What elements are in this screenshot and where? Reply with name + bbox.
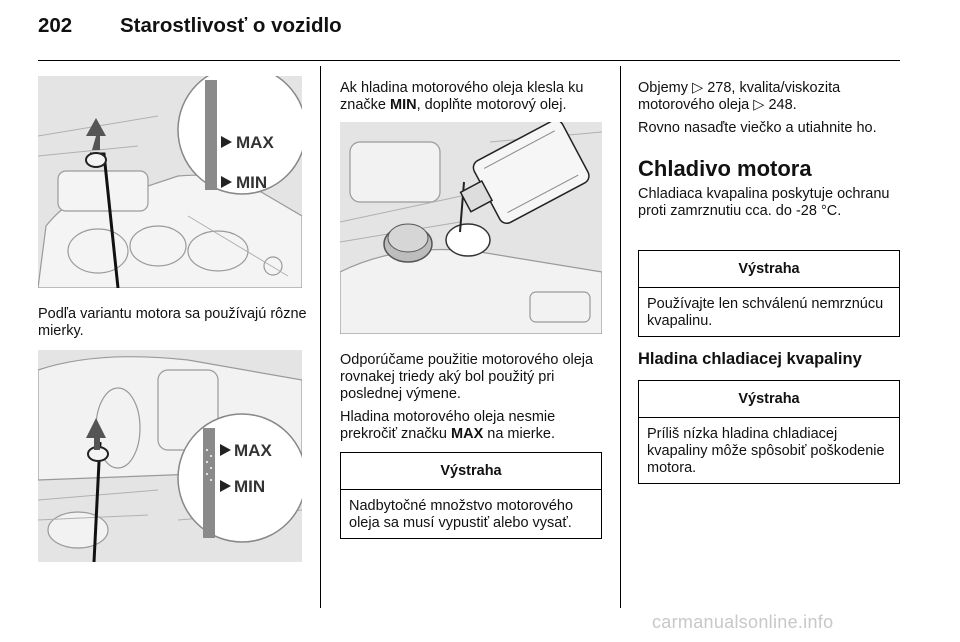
oil-max-paragraph: Hladina motorového oleja nesmie prekročiť značku MAX na mierke. <box>340 409 556 442</box>
page-ref-viscosity[interactable]: 248 <box>768 97 793 113</box>
page-title: Starostlivosť o vozidlo <box>120 14 342 37</box>
watermark: carmanualsonline.info <box>652 612 834 632</box>
coolant-level-warning-box <box>638 380 900 484</box>
coolant-warning-box <box>638 250 900 337</box>
warning-body: Používajte len schválenú nemrznúcu kvapalinu. <box>647 296 884 329</box>
col3-text-block <box>638 80 908 143</box>
page-header <box>38 14 342 38</box>
dipstick-illustration-1 <box>38 76 302 288</box>
dipstick-caption: Podľa variantu motora sa používajú rôzne mierky. <box>38 306 307 339</box>
max-mark: MAX <box>451 426 484 442</box>
min-mark: MIN <box>389 97 417 113</box>
coolant-heading: Chladivo motora <box>638 156 812 181</box>
reference-arrow-icon: ▷ <box>753 97 765 113</box>
oil-text-block <box>340 352 610 449</box>
warning-title: Výstraha <box>639 251 899 288</box>
page-ref-capacity[interactable]: 278 <box>707 80 732 96</box>
volumes-paragraph: Objemy ▷ 278, kvalita/viskozita motorového oleja ▷ 248. <box>638 80 841 113</box>
coolant-level-subheading: Hladina chladiacej kvapaliny <box>638 350 862 368</box>
warning-body: Nadbytočné množstvo motorového oleja sa musí vypustiť alebo vysať. <box>349 498 574 531</box>
fig2-max-label: MAX <box>234 441 272 460</box>
warning-title: Výstraha <box>341 453 601 490</box>
oil-refill-illustration <box>340 122 602 334</box>
fig2-min-label: MIN <box>234 477 266 496</box>
cap-paragraph: Rovno nasaďte viečko a utiahnite ho. <box>638 120 877 136</box>
reference-arrow-icon: ▷ <box>692 80 704 96</box>
column-divider-2 <box>620 66 621 608</box>
dipstick-illustration-2 <box>38 350 302 562</box>
oil-refill-intro: Ak hladina motorového oleja klesla ku značke MIN, doplňte motorový olej. <box>340 80 584 113</box>
warning-body: Príliš nízka hladina chladiacej kvapaliny môže spôsobiť poškodenie motora. <box>647 426 885 476</box>
oil-warning-box <box>340 452 602 539</box>
oil-grade-paragraph: Odporúčame použitie motorového oleja rovnakej triedy aký bol použitý pri poslednej výmene. <box>340 352 594 402</box>
coolant-paragraph: Chladiaca kvapalina poskytuje ochranu proti zamrznutiu cca. do -28 °C. <box>638 186 890 219</box>
header-rule <box>38 60 900 61</box>
warning-title: Výstraha <box>639 381 899 418</box>
column-divider-1 <box>320 66 321 608</box>
fig1-min-label: MIN <box>236 173 268 192</box>
fig1-max-label: MAX <box>236 133 274 152</box>
page-number: 202 <box>38 14 73 37</box>
